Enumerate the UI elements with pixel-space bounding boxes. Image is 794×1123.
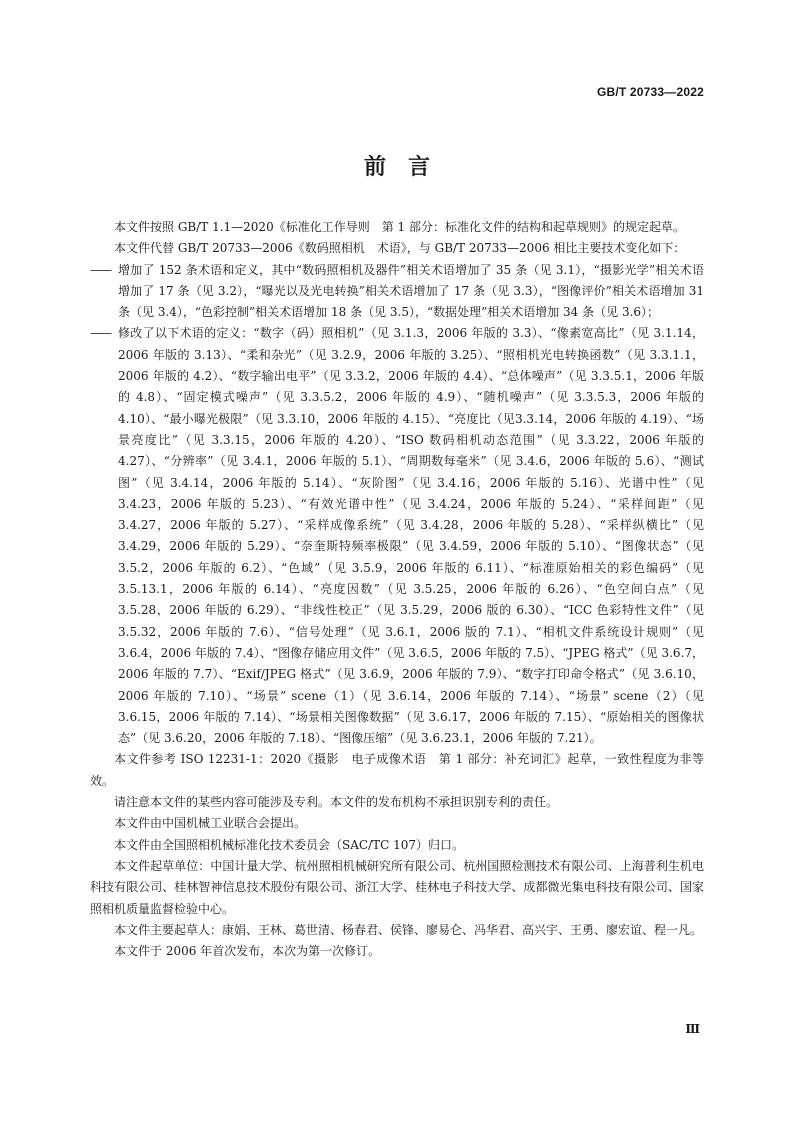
list-item-text: 修改了以下术语的定义：“数字（码）照相机”（见 3.1.3，2006 年版的 3.3）、“像素宽高比”（见 3.1.14，2006 年版的 3.13）、“柔和杂光”（见 3.2.9，2006 年版的 3.25）、“照相机光电转换函数”（见 3.3.1.1，2006 年版的 4.2）、“数字输出电平”（见 3.3.2，2006 年版的 4.4）、“总体噪声”（见 3.3.5.1，2006 年版的 4.8）、“固定模式噪声”（见 3.3.5.2，2006 年版的 4.9）、“随机噪声”（见 3.3.5.3，2006 年版的 4.10）、“最小曝光极限”（见 3.3.10，2006 年版的 4.15）、“亮度比（见3.3.14，2006 年版的 4.19）、“场景亮度比”（见 3.3.15，2006 年版的 4.20）、“ISO 数码相机动态范围”（见 3.3.22，2006 年版的 4.27）、“分辨率”（见 3.4.1，2006 年版的 5.1）、“周期数每毫米”（见 3.4.6，2006 年版的 5.6）、“测试图”（见 3.4.14，2006 年版的 5.14）、“灰阶图”（见 3.4.16，2006 年版的 5.16）、光谱中性”（见 3.4.23，2006 年版的 5.23）、“有效光谱中性”（见 3.4.24，2006 年版的 5.24）、“采样间距”（见 3.4.27，2006 年版的 5.27）、“采样成像系统”（见 3.4.28，2006 年版的 5.28）、“采样纵横比”（见 3.4.29，2006 年版的 5.29）、“奈奎斯特频率极限”（见 3.4.59，2006 年版的 5.10）、“图像状态”（见 3.5.2，2006 年版的 6.2）、“色域”（见 3.5.9，2006 年版的 6.11）、“标准原始相关的彩色编码”（见 3.5.13.1，2006 年版的 6.14）、“亮度因数”（见 3.5.25，2006 年版的 6.26）、“色空间白点”（见 3.5.28，2006 年版的 6.29）、“非线性校正”（见 3.5.29，2006 版的 6.30）、“ICC 色彩特性文件”（见 3.5.32，2006 年版的 7.6）、“信号处理”（见 3.6.1，2006 版的 7.1）、“相机文件系统设计规则”（见 3.6.4，2006 年版的 7.4）、“图像存储应用文件”（见 3.6.5，2006 年版的 7.5）、“JPEG 格式”（见 3.6.7，2006 年版的 7.7）、“Exif/JPEG 格式”（见 3.6.9，2006 年版的 7.9）、“数字打印命令格式”（见 3.6.10，2006 年版的 7.10）、“场景” scene（1）（见 3.6.14，2006 年版的 7.14）、“场景” scene（2）（见 3.6.15，2006 年版的 7.14）、“场景相关图像数据”（见 3.6.17，2006 年版的 7.15）、“原始相关的图像状态”（见 3.6.20，2006 年版的 7.18）、“图像压缩”（见 3.6.23.1，2006 年版的 7.21）。 bbox=[118, 326, 704, 746]
bullet-marker: —— bbox=[90, 326, 110, 341]
list-item bbox=[90, 323, 704, 749]
paragraph: 本文件按照 GB/T 1.1—2020《标准化工作导则 第 1 部分：标准化文件的结构和起草规则》的规定起草。 bbox=[114, 220, 685, 234]
page-title: 前言 bbox=[363, 155, 452, 180]
list-item bbox=[90, 260, 704, 324]
foreword-body bbox=[90, 217, 704, 962]
paragraph: 请注意本文件的某些内容可能涉及专利。本文件的发布机构不承担识别专利的责任。 bbox=[114, 795, 559, 810]
paragraph: 本文件于 2006 年首次发布，本次为第一次修订。 bbox=[114, 944, 381, 959]
paragraph: 本文件起草单位：中国计量大学、杭州照相机械研究所有限公司、杭州国照检测技术有限公司、上海普利生机电科技有限公司、桂林智神信息技术股份有限公司、浙江大学、桂林电子科技大学、成都微光集电科技有限公司、国家照相机质量监督检验中心。 bbox=[90, 858, 704, 916]
paragraph: 本文件参考 ISO 12231-1：2020《摄影 电子成像术语 第 1 部分：补充词汇》起草，一致性程度为非等效。 bbox=[90, 752, 704, 788]
page-number: Ⅲ bbox=[685, 1022, 700, 1036]
paragraph: 本文件主要起草人：康娟、王林、葛世清、杨春君、侯锋、廖易仑、冯华君、高兴宇、王勇、廖宏谊、程一凡。 bbox=[114, 922, 703, 937]
list-item-text: 增加了 152 条术语和定义，其中“数码照相机及器件”相关术语增加了 35 条（见 3.1），“摄影光学”相关术语增加了 17 条（见 3.2），“曝光以及光电转换”相关术语增加了 17 条（见 3.3），“图像评价”相关术语增加 31 条（见 3.4），“色彩控制”相关术语增加 18 条（见 3.5），“数据处理”相关术语增加 34 条（见 3.6）； bbox=[118, 262, 704, 320]
bullet-marker: —— bbox=[90, 262, 110, 277]
paragraph: 本文件由全国照相机械标准化技术委员会（SAC/TC 107）归口。 bbox=[114, 837, 465, 852]
standard-code: GB/T 20733—2022 bbox=[596, 85, 704, 99]
paragraph: 本文件由中国机械工业联合会提出。 bbox=[114, 816, 307, 831]
paragraph: 本文件代替 GB/T 20733—2006《数码照相机 术语》，与 GB/T 20733—2006 相比主要技术变化如下： bbox=[114, 241, 686, 256]
